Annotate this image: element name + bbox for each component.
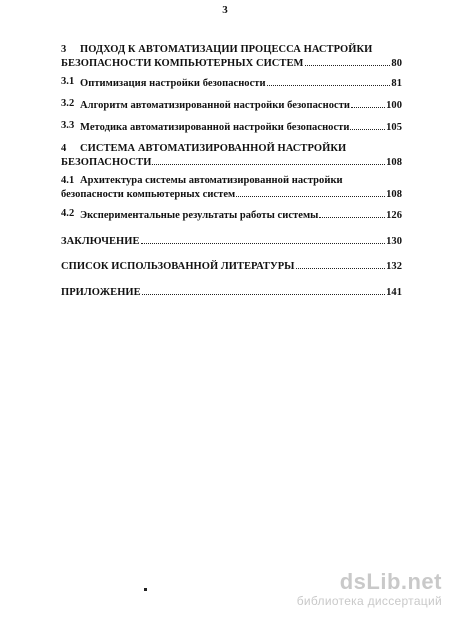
toc-entry-title: Оптимизация настройки безопасности <box>80 78 266 89</box>
toc-entry-page: 141 <box>386 287 402 298</box>
toc-entry-title-line1: ПОДХОД К АВТОМАТИЗАЦИИ ПРОЦЕССА НАСТРОЙКИ <box>80 44 373 55</box>
toc-entry-title-line1: СИСТЕМА АВТОМАТИЗИРОВАННОЙ НАСТРОЙКИ <box>80 143 347 154</box>
dot-leader <box>319 208 385 218</box>
dot-leader <box>236 187 385 197</box>
dot-leader <box>350 120 385 130</box>
watermark <box>297 570 442 608</box>
dot-leader <box>152 155 385 165</box>
dot-leader <box>141 234 386 244</box>
toc-entry-title: Экспериментальные результаты работы системы <box>80 210 319 221</box>
scan-mark <box>144 588 147 591</box>
toc-entry-number: 3.3 <box>61 120 75 131</box>
dot-leader <box>296 259 386 269</box>
toc-entry-page: 130 <box>386 236 402 247</box>
toc-entry-title: Алгоритм автоматизированной настройки безопасности <box>80 100 351 111</box>
toc-entry-page: 126 <box>386 210 402 221</box>
toc-entry-page: 100 <box>386 100 402 111</box>
toc-entry-title: СПИСОК ИСПОЛЬЗОВАННОЙ ЛИТЕРАТУРЫ <box>61 261 295 272</box>
dot-leader <box>351 98 385 108</box>
dot-leader <box>142 285 385 295</box>
toc-entry-number: 3 <box>61 44 67 55</box>
toc-entry-number: 3.2 <box>61 98 75 109</box>
toc-entry-number: 4.2 <box>61 208 75 219</box>
dot-leader <box>267 76 391 86</box>
toc-entry-title: Методика автоматизированной настройки безопасности <box>80 122 350 133</box>
toc-entry-title-line2: БЕЗОПАСНОСТИ КОМПЬЮТЕРНЫХ СИСТЕМ <box>61 58 304 69</box>
toc-entry-number: 3.1 <box>61 76 75 87</box>
toc-entry-title-line2: БЕЗОПАСНОСТИ <box>61 157 152 168</box>
toc-entry-number: 4 <box>61 143 67 154</box>
watermark-tagline: библиотека диссертаций <box>296 594 442 608</box>
toc-entry-page: 80 <box>391 58 402 69</box>
toc-entry-page: 132 <box>386 261 402 272</box>
toc-entry-title: ПРИЛОЖЕНИЕ <box>61 287 141 298</box>
toc-entry-title-line2: безопасности компьютерных систем <box>61 189 236 200</box>
toc-entry-page: 105 <box>386 122 402 133</box>
dot-leader <box>305 56 391 66</box>
watermark-brand: dsLib.net <box>339 569 442 594</box>
toc-entry-title-line1: Архитектура системы автоматизированной настройки <box>80 175 343 186</box>
toc-entry-page: 81 <box>391 78 402 89</box>
toc-entry-page: 108 <box>386 157 402 168</box>
toc-entry-number: 4.1 <box>61 175 75 186</box>
page-number: 3 <box>222 4 228 16</box>
toc-entry-page: 108 <box>386 189 402 200</box>
toc-entry-title: ЗАКЛЮЧЕНИЕ <box>61 236 140 247</box>
